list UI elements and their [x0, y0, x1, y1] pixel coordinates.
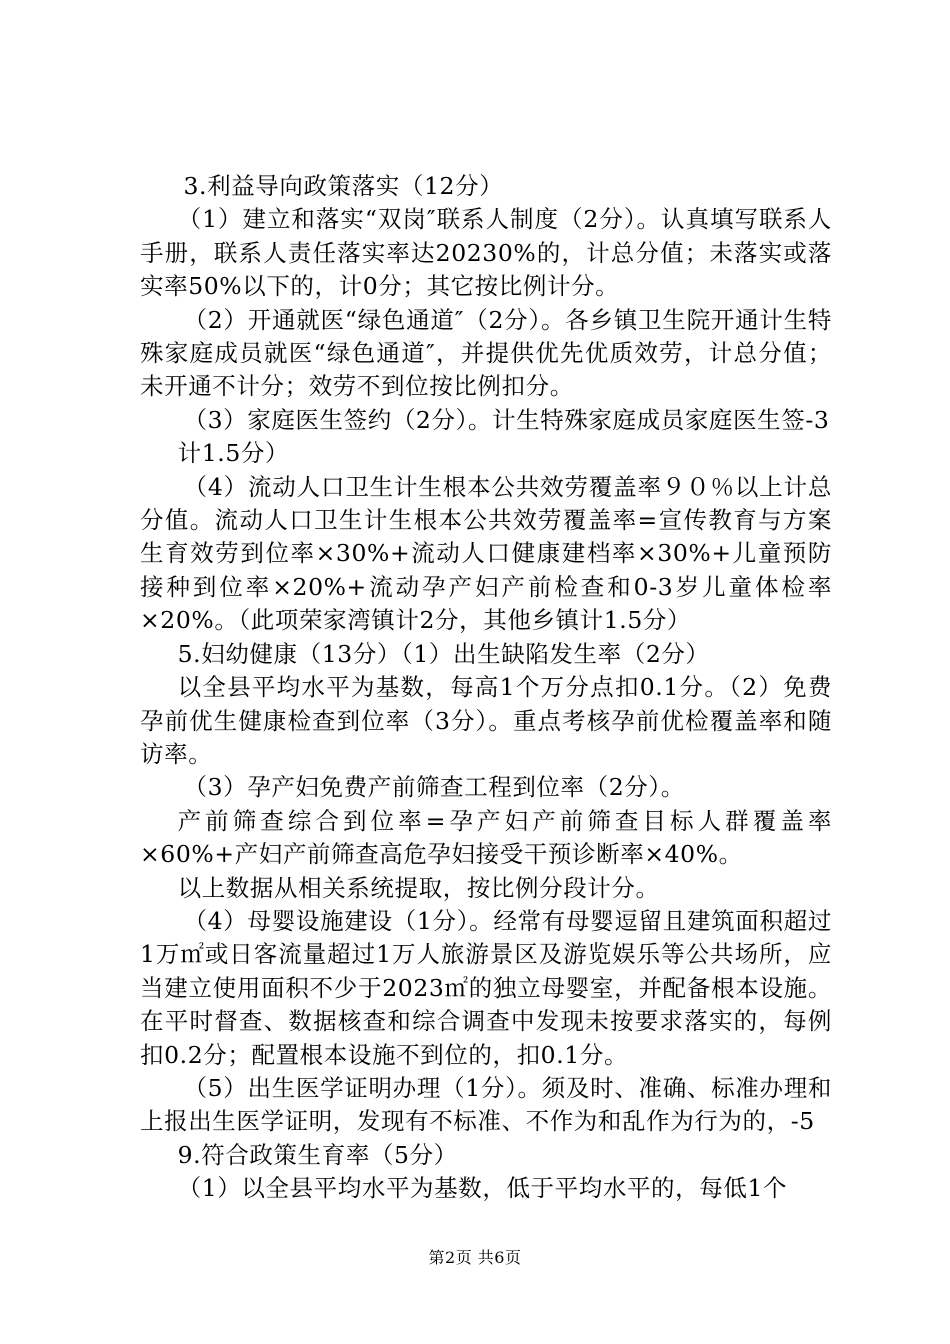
paragraph: （3）家庭医生签约（2分）。计生特殊家庭成员家庭医生签-3 [183, 405, 830, 434]
paragraph: （2）开通就医“绿色通道″（2分）。各乡镇卫生院开通计生特殊家庭成员就医“绿色通道″，并提供优先优质效劳，计总分值；未开通不计分；效劳不到位按比例扣分。 [140, 305, 832, 401]
paragraph: （4）流动人口卫生计生根本公共效劳覆盖率９０％以上计总分值。流动人口卫生计生根本公共效劳覆盖率=宣传教育与方案生育效劳到位率×30%+流动人口健康建档率×30%+儿童预防接种到位率×20%+流动孕产妇产前检查和0-3岁儿童体检率×20%。（此项荣家湾镇计2分，其他乡镇计1.5分） [140, 472, 832, 635]
paragraph: （4）母婴设施建设（1分）。经常有母婴逗留且建筑面积超过1万㎡或日客流量超过1万人旅游景区及游览娱乐等公共场所，应当建立使用面积不少于2023㎡的独立母婴室，并配备根本设施。在平时督查、数据核查和综合调查中发现未按要求落实的，每例扣0.2分；配置根本设施不到位的，扣0.1分。 [140, 906, 832, 1069]
paragraph: （3）孕产妇免费产前筛查工程到位率（2分）。 [183, 773, 685, 802]
paragraph: 产前筛查综合到位率=孕产妇产前筛查目标人群覆盖率×60%+产妇产前筛查高危孕妇接受干预诊断率×40%。 [140, 806, 832, 869]
section-heading-9: 9.符合政策生育率（5分） [177, 1140, 458, 1169]
section-heading-5: 5.妇幼健康（13分）（1）出生缺陷发生率（2分） [177, 639, 710, 668]
paragraph: 以上数据从相关系统提取，按比例分段计分。 [177, 873, 660, 902]
section-heading-3: 3.利益导向政策落实（12分） [183, 172, 504, 200]
page-footer: 第2页 共6页 [428, 1248, 522, 1267]
paragraph: （5）出生医学证明办理（1分）。须及时、准确、标准办理和上报出生医学证明，发现有不标准、不作为和乱作为行为的，-5 [140, 1073, 832, 1136]
paragraph: （1）建立和落实“双岗″联系人制度（2分）。认真填写联系人手册，联系人责任落实率达20230%的，计总分值；未落实或落实率50%以下的，计0分；其它按比例计分。 [140, 205, 832, 301]
paragraph: 计1.5分） [177, 439, 290, 468]
paragraph: 以全县平均水平为基数，每高1个万分点扣0.1分。（2）免费孕前优生健康检查到位率（3分）。重点考核孕前优检覆盖率和随访率。 [140, 673, 832, 768]
paragraph: （1）以全县平均水平为基数，低于平均水平的，每低1个 [177, 1174, 788, 1203]
document-body [140, 170, 832, 1206]
